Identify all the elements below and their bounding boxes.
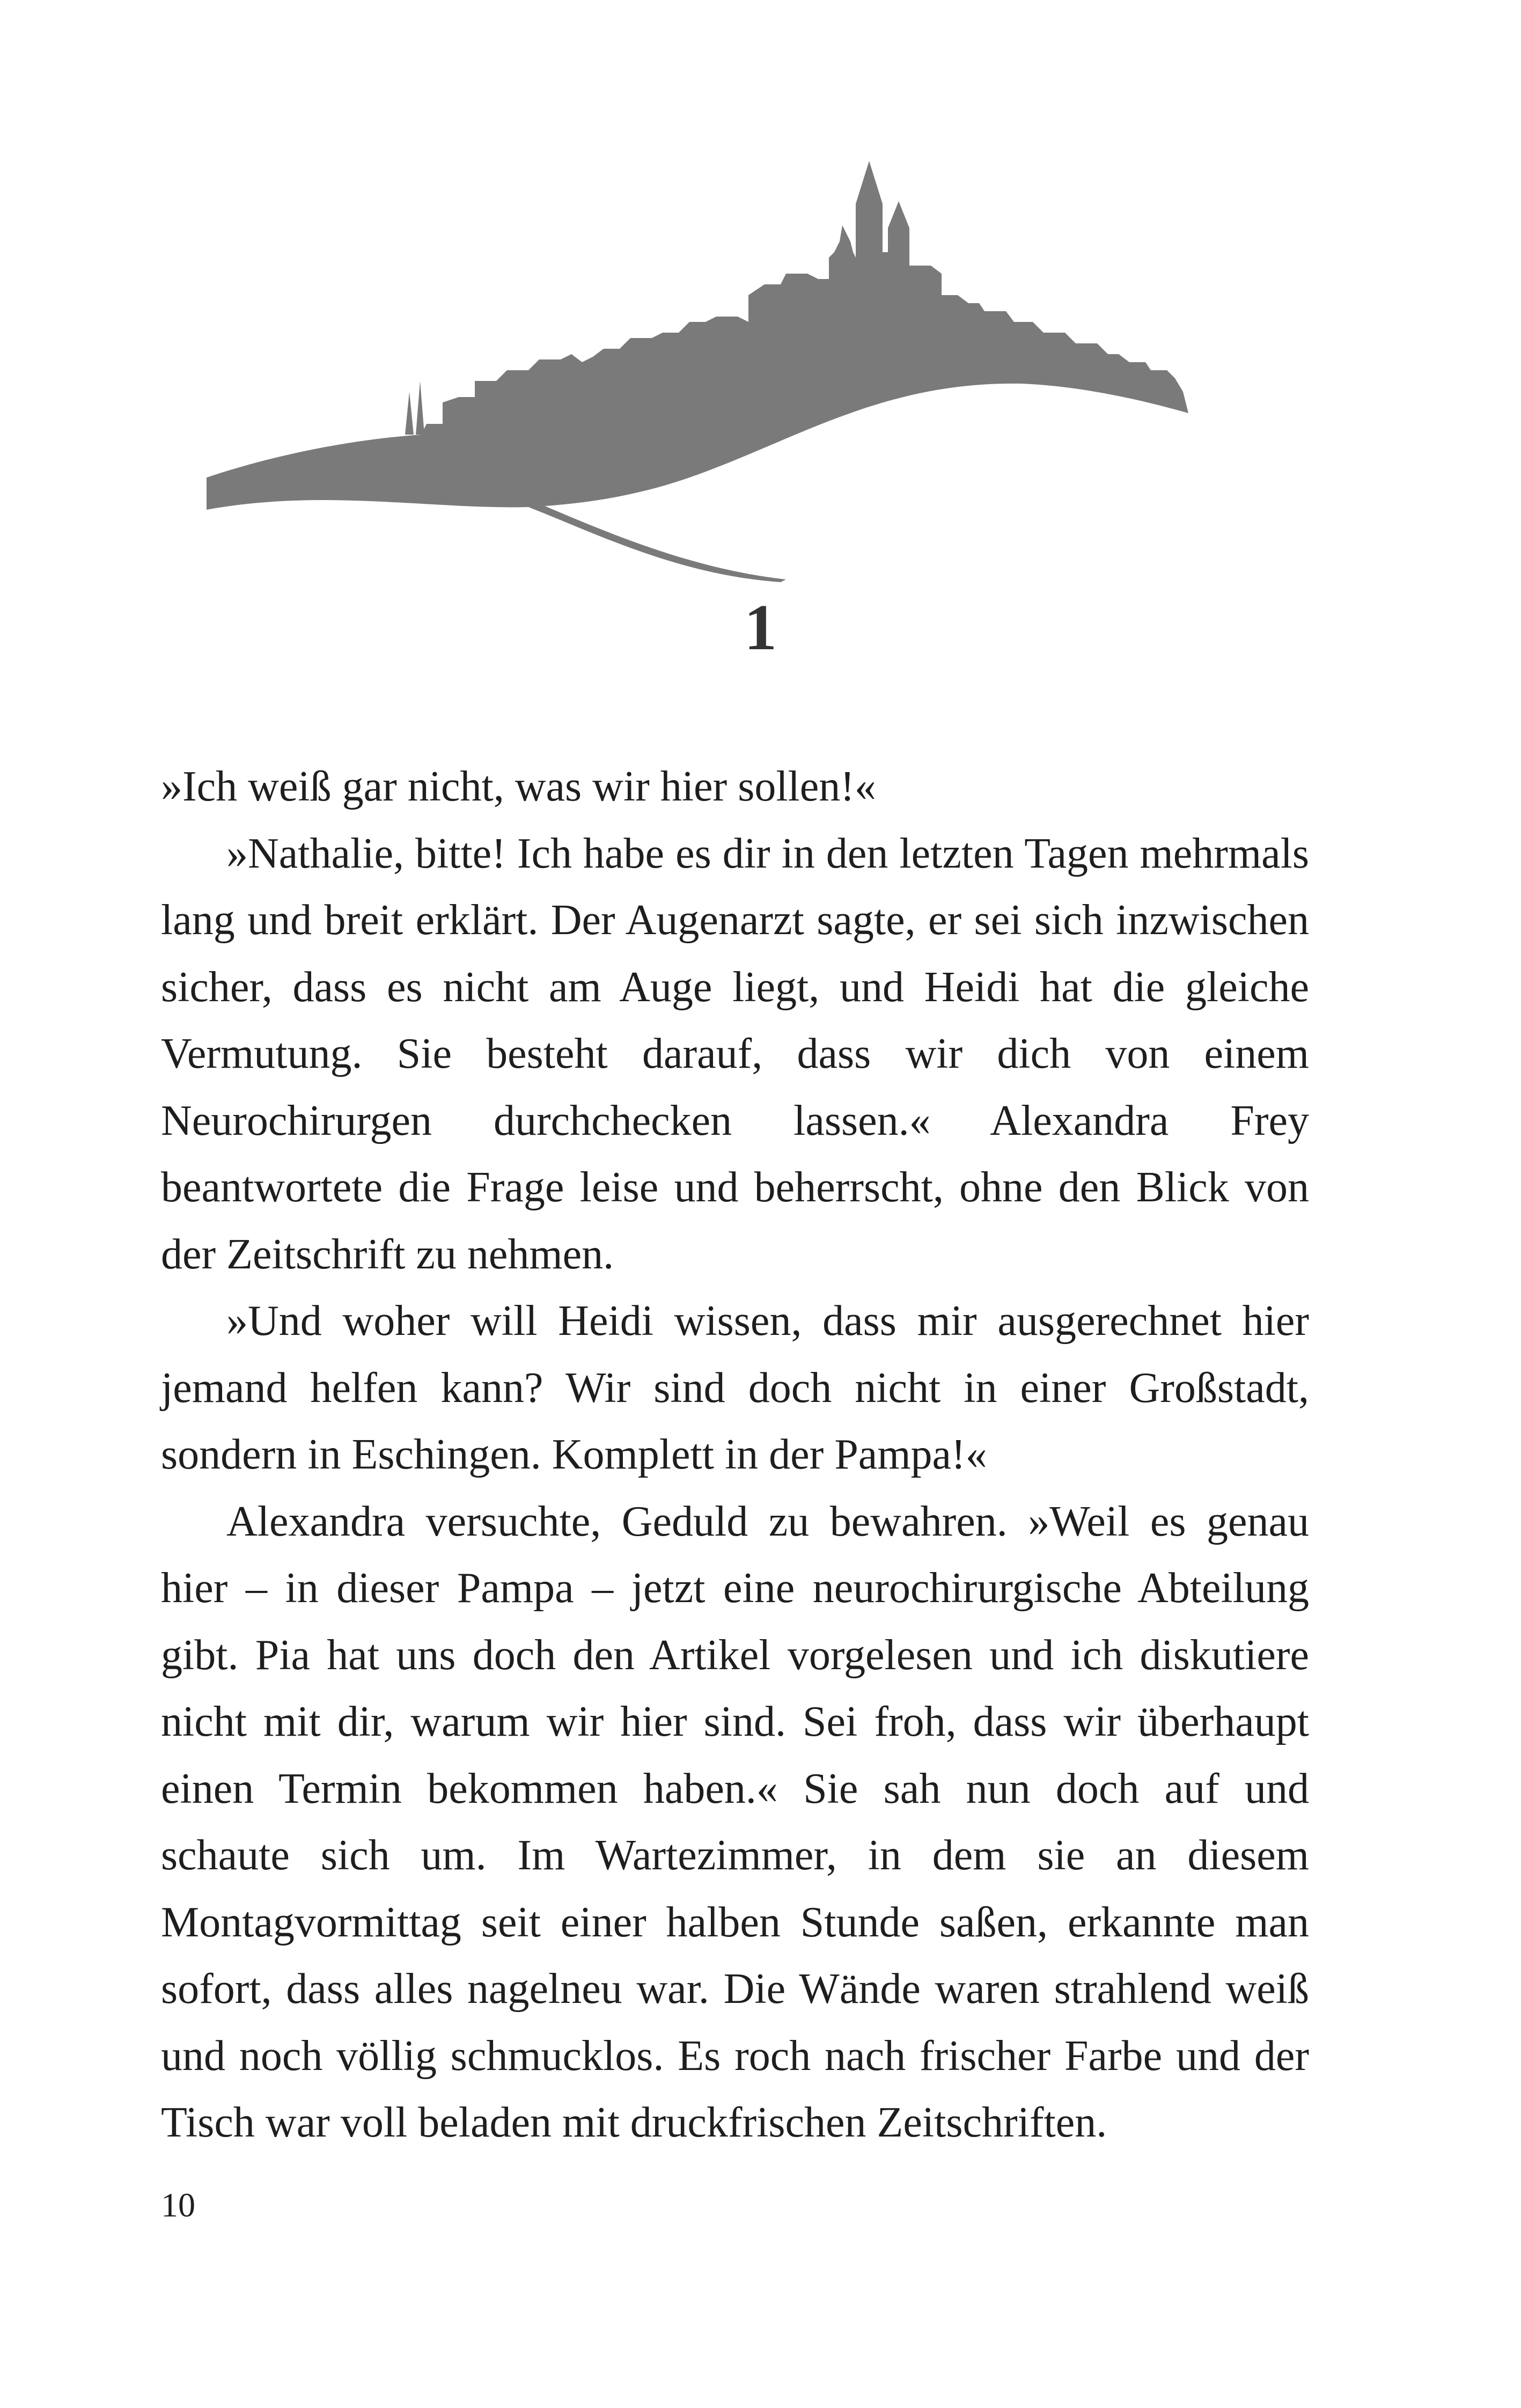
chapter-number: 1 [744, 591, 777, 664]
hilltop-town-silhouette [207, 156, 1215, 585]
paragraph: Alexandra versuchte, Geduld zu bewahren. »Weil es genau hier – in dieser Pampa – jetzt eine neurochirurgische Abteilung gibt. Pia hat uns doch den Artikel vorgelesen und ich diskutiere nicht mit dir, warum wir hier sind. Sei froh, dass wir überhaupt einen Termin bekommen haben.« Sie sah nun doch auf und schaute sich um. Im Wartezimmer, in dem sie an diesem Montagvormittag seit einer halben Stunde saßen, erkannte man sofort, dass alles nagelneu war. Die Wände waren strahlend weiß und noch völlig schmucklos. Es roch nach frischer Farbe und der Tisch war voll beladen mit druckfrischen Zeitschriften. [161, 1497, 1309, 2146]
chapter-text [161, 753, 1309, 2156]
page-number: 10 [161, 2186, 195, 2224]
paragraph: »Und woher will Heidi wissen, dass mir ausgerechnet hier jemand helfen kann? Wir sind doch nicht in einer Großstadt, sondern in Eschingen. Komplett in der Pampa!« [161, 1297, 1309, 1478]
paragraph: »Nathalie, bitte! Ich habe es dir in den letzten Tagen mehrmals lang und breit erklärt. Der Augenarzt sagte, er sei sich inzwischen sicher, dass es nicht am Auge liegt, und Heidi hat die gleiche Vermutung. Sie besteht darauf, dass wir dich von einem Neurochirurgen durchchecken lassen.« Alexandra Frey beantwortete die Frage leise und beherrscht, ohne den Blick von der Zeitschrift zu nehmen. [161, 829, 1309, 1278]
paragraph: »Ich weiß gar nicht, was wir hier sollen!« [161, 763, 876, 810]
